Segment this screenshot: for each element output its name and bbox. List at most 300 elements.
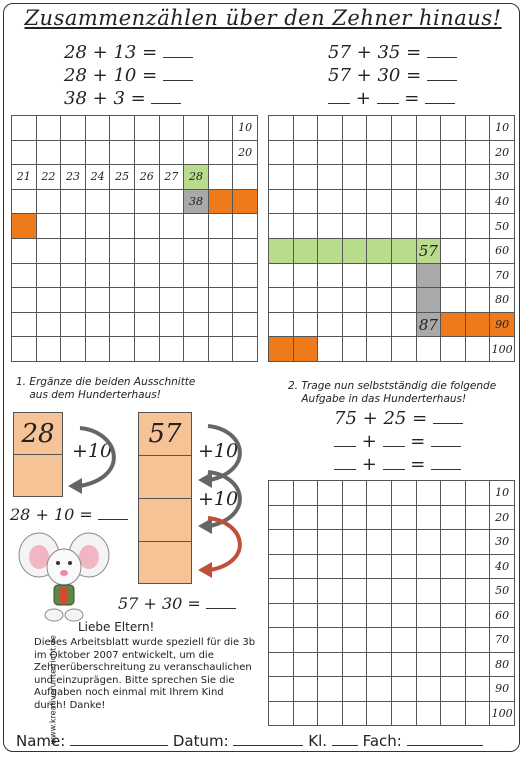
class-field[interactable] bbox=[332, 733, 358, 746]
grid-cell[interactable] bbox=[85, 263, 110, 288]
excerpt-box-2-row3[interactable] bbox=[139, 499, 191, 542]
grid-cell[interactable] bbox=[441, 652, 466, 677]
grid-cell[interactable] bbox=[61, 337, 86, 362]
grid-cell[interactable] bbox=[36, 116, 61, 141]
grid-cell[interactable] bbox=[293, 189, 318, 214]
grid-cell[interactable] bbox=[367, 530, 392, 555]
grid-cell[interactable] bbox=[36, 312, 61, 337]
grid-cell[interactable] bbox=[61, 189, 86, 214]
grid-cell[interactable] bbox=[110, 312, 135, 337]
grid-cell[interactable] bbox=[134, 312, 159, 337]
answer-blank[interactable] bbox=[383, 455, 405, 470]
grid-cell[interactable] bbox=[318, 554, 343, 579]
grid-cell[interactable] bbox=[416, 481, 441, 506]
grid-cell[interactable] bbox=[159, 238, 184, 263]
grid-cell[interactable] bbox=[391, 337, 416, 362]
excerpt-box-2-row2[interactable] bbox=[139, 456, 191, 499]
grid-cell[interactable] bbox=[465, 530, 490, 555]
grid-cell[interactable]: 80 bbox=[490, 288, 515, 313]
grid-cell[interactable] bbox=[159, 288, 184, 313]
grid-cell[interactable] bbox=[208, 116, 233, 141]
grid-cell[interactable] bbox=[61, 214, 86, 239]
grid-cell[interactable] bbox=[36, 263, 61, 288]
grid-cell[interactable] bbox=[85, 189, 110, 214]
grid-cell[interactable] bbox=[342, 677, 367, 702]
grid-cell[interactable] bbox=[416, 554, 441, 579]
grid-cell[interactable] bbox=[318, 263, 343, 288]
grid-cell[interactable] bbox=[12, 214, 37, 239]
grid-cell[interactable] bbox=[293, 312, 318, 337]
grid-cell[interactable] bbox=[391, 530, 416, 555]
grid-cell[interactable] bbox=[342, 288, 367, 313]
grid-cell[interactable] bbox=[293, 165, 318, 190]
grid-cell[interactable] bbox=[269, 337, 294, 362]
grid-cell[interactable] bbox=[465, 628, 490, 653]
grid-cell[interactable] bbox=[269, 554, 294, 579]
grid-cell[interactable]: 20 bbox=[233, 140, 258, 165]
grid-cell[interactable] bbox=[318, 652, 343, 677]
grid-cell[interactable] bbox=[233, 312, 258, 337]
answer-blank[interactable] bbox=[206, 594, 236, 609]
grid-cell[interactable] bbox=[465, 677, 490, 702]
grid-cell[interactable]: 23 bbox=[61, 165, 86, 190]
answer-blank[interactable] bbox=[151, 89, 181, 104]
grid-cell[interactable] bbox=[342, 481, 367, 506]
grid-cell[interactable] bbox=[367, 505, 392, 530]
grid-cell[interactable] bbox=[233, 337, 258, 362]
grid-cell[interactable] bbox=[318, 140, 343, 165]
grid-cell[interactable] bbox=[441, 214, 466, 239]
grid-cell[interactable] bbox=[233, 214, 258, 239]
grid-cell[interactable] bbox=[342, 628, 367, 653]
grid-cell[interactable] bbox=[208, 214, 233, 239]
answer-blank[interactable] bbox=[431, 432, 461, 447]
grid-cell[interactable]: 60 bbox=[490, 603, 515, 628]
grid-cell[interactable] bbox=[36, 238, 61, 263]
answer-blank[interactable] bbox=[163, 43, 193, 58]
grid-cell[interactable] bbox=[293, 140, 318, 165]
grid-cell[interactable] bbox=[367, 214, 392, 239]
grid-cell[interactable]: 90 bbox=[490, 312, 515, 337]
grid-cell[interactable] bbox=[342, 238, 367, 263]
grid-cell[interactable] bbox=[342, 140, 367, 165]
answer-blank[interactable] bbox=[98, 505, 128, 520]
name-field[interactable] bbox=[70, 733, 168, 746]
grid-cell[interactable] bbox=[293, 530, 318, 555]
grid-cell[interactable] bbox=[416, 701, 441, 726]
grid-cell[interactable] bbox=[159, 337, 184, 362]
grid-cell[interactable] bbox=[367, 579, 392, 604]
grid-cell[interactable] bbox=[293, 554, 318, 579]
excerpt-box-1-bottom[interactable] bbox=[14, 455, 62, 498]
grid-cell[interactable] bbox=[134, 288, 159, 313]
grid-cell[interactable] bbox=[342, 165, 367, 190]
grid-cell[interactable] bbox=[367, 701, 392, 726]
answer-blank[interactable] bbox=[334, 455, 356, 470]
grid-cell[interactable] bbox=[391, 214, 416, 239]
grid-cell[interactable] bbox=[269, 530, 294, 555]
grid-cell[interactable] bbox=[293, 505, 318, 530]
grid-cell[interactable] bbox=[367, 554, 392, 579]
grid-cell[interactable] bbox=[159, 214, 184, 239]
grid-cell[interactable] bbox=[184, 116, 209, 141]
grid-cell[interactable] bbox=[269, 288, 294, 313]
grid-cell[interactable]: 24 bbox=[85, 165, 110, 190]
grid-cell[interactable] bbox=[441, 189, 466, 214]
grid-cell[interactable] bbox=[465, 337, 490, 362]
grid-cell[interactable] bbox=[416, 140, 441, 165]
grid-cell[interactable] bbox=[269, 140, 294, 165]
grid-cell[interactable] bbox=[367, 603, 392, 628]
grid-cell[interactable] bbox=[12, 288, 37, 313]
grid-cell[interactable] bbox=[110, 263, 135, 288]
date-field[interactable] bbox=[233, 733, 303, 746]
grid-cell[interactable] bbox=[184, 238, 209, 263]
grid-cell[interactable] bbox=[318, 312, 343, 337]
grid-cell[interactable] bbox=[391, 554, 416, 579]
grid-cell[interactable] bbox=[293, 652, 318, 677]
grid-cell[interactable] bbox=[293, 701, 318, 726]
grid-cell[interactable] bbox=[208, 140, 233, 165]
grid-cell[interactable] bbox=[110, 189, 135, 214]
grid-cell[interactable]: 27 bbox=[159, 165, 184, 190]
grid-cell[interactable] bbox=[318, 288, 343, 313]
grid-cell[interactable] bbox=[85, 214, 110, 239]
grid-cell[interactable] bbox=[367, 165, 392, 190]
grid-cell[interactable] bbox=[391, 312, 416, 337]
grid-cell[interactable] bbox=[12, 337, 37, 362]
grid-cell[interactable] bbox=[269, 652, 294, 677]
grid-cell[interactable]: 87 bbox=[416, 312, 441, 337]
grid-cell[interactable] bbox=[61, 263, 86, 288]
grid-cell[interactable] bbox=[465, 214, 490, 239]
grid-cell[interactable]: 70 bbox=[490, 628, 515, 653]
grid-cell[interactable] bbox=[134, 116, 159, 141]
grid-cell[interactable] bbox=[342, 214, 367, 239]
grid-cell[interactable] bbox=[318, 481, 343, 506]
grid-cell[interactable] bbox=[416, 652, 441, 677]
grid-cell[interactable] bbox=[134, 263, 159, 288]
grid-cell[interactable] bbox=[61, 116, 86, 141]
grid-cell[interactable]: 26 bbox=[134, 165, 159, 190]
grid-cell[interactable] bbox=[367, 116, 392, 141]
grid-cell[interactable] bbox=[318, 337, 343, 362]
grid-cell[interactable] bbox=[269, 701, 294, 726]
grid-cell[interactable] bbox=[110, 238, 135, 263]
grid-cell[interactable]: 80 bbox=[490, 652, 515, 677]
grid-cell[interactable] bbox=[134, 140, 159, 165]
grid-cell[interactable] bbox=[465, 263, 490, 288]
answer-blank[interactable] bbox=[383, 432, 405, 447]
grid-cell[interactable] bbox=[12, 238, 37, 263]
grid-cell[interactable] bbox=[391, 579, 416, 604]
grid-cell[interactable] bbox=[85, 288, 110, 313]
grid-cell[interactable] bbox=[416, 505, 441, 530]
grid-cell[interactable] bbox=[342, 701, 367, 726]
grid-cell[interactable] bbox=[391, 288, 416, 313]
grid-cell[interactable] bbox=[416, 165, 441, 190]
grid-cell[interactable] bbox=[12, 263, 37, 288]
grid-cell[interactable] bbox=[441, 554, 466, 579]
grid-cell[interactable] bbox=[12, 189, 37, 214]
grid-cell[interactable] bbox=[441, 312, 466, 337]
grid-cell[interactable] bbox=[293, 603, 318, 628]
grid-cell[interactable] bbox=[318, 530, 343, 555]
answer-blank[interactable] bbox=[427, 43, 457, 58]
grid-cell[interactable] bbox=[269, 579, 294, 604]
grid-cell[interactable] bbox=[61, 238, 86, 263]
answer-blank[interactable] bbox=[425, 89, 455, 104]
grid-cell[interactable] bbox=[293, 481, 318, 506]
excerpt-box-2-row4[interactable] bbox=[139, 542, 191, 585]
grid-cell[interactable] bbox=[269, 116, 294, 141]
grid-cell[interactable] bbox=[465, 481, 490, 506]
grid-cell[interactable] bbox=[233, 238, 258, 263]
grid-cell[interactable]: 50 bbox=[490, 214, 515, 239]
grid-cell[interactable] bbox=[233, 165, 258, 190]
grid-cell[interactable] bbox=[293, 628, 318, 653]
grid-cell[interactable] bbox=[416, 337, 441, 362]
grid-cell[interactable] bbox=[12, 140, 37, 165]
grid-cell[interactable]: 30 bbox=[490, 165, 515, 190]
grid-cell[interactable] bbox=[367, 481, 392, 506]
grid-cell[interactable] bbox=[367, 337, 392, 362]
grid-cell[interactable]: 10 bbox=[233, 116, 258, 141]
grid-cell[interactable] bbox=[367, 628, 392, 653]
grid-cell[interactable]: 57 bbox=[416, 238, 441, 263]
answer-blank[interactable] bbox=[433, 409, 463, 424]
grid-cell[interactable] bbox=[36, 189, 61, 214]
grid-cell[interactable]: 40 bbox=[490, 554, 515, 579]
grid-cell[interactable] bbox=[134, 214, 159, 239]
grid-cell[interactable]: 90 bbox=[490, 677, 515, 702]
grid-cell[interactable] bbox=[441, 628, 466, 653]
grid-cell[interactable]: 20 bbox=[490, 140, 515, 165]
grid-cell[interactable] bbox=[318, 677, 343, 702]
grid-cell[interactable] bbox=[465, 603, 490, 628]
grid-cell[interactable] bbox=[208, 189, 233, 214]
grid-cell[interactable] bbox=[391, 165, 416, 190]
grid-cell[interactable] bbox=[441, 481, 466, 506]
grid-cell[interactable] bbox=[318, 505, 343, 530]
grid-cell[interactable] bbox=[465, 140, 490, 165]
grid-cell[interactable] bbox=[269, 505, 294, 530]
grid-cell[interactable] bbox=[367, 288, 392, 313]
grid-cell[interactable] bbox=[184, 214, 209, 239]
grid-cell[interactable] bbox=[208, 312, 233, 337]
grid-cell[interactable] bbox=[367, 652, 392, 677]
grid-cell[interactable] bbox=[134, 189, 159, 214]
grid-cell[interactable] bbox=[110, 116, 135, 141]
grid-cell[interactable]: 100 bbox=[490, 701, 515, 726]
answer-blank[interactable] bbox=[431, 455, 461, 470]
grid-cell[interactable] bbox=[293, 238, 318, 263]
grid-cell[interactable] bbox=[441, 116, 466, 141]
grid-cell[interactable] bbox=[293, 579, 318, 604]
grid-cell[interactable] bbox=[318, 214, 343, 239]
grid-cell[interactable] bbox=[293, 677, 318, 702]
grid-cell[interactable] bbox=[293, 116, 318, 141]
grid-cell[interactable] bbox=[184, 140, 209, 165]
grid-cell[interactable] bbox=[342, 189, 367, 214]
grid-cell[interactable]: 21 bbox=[12, 165, 37, 190]
grid-cell[interactable] bbox=[159, 263, 184, 288]
grid-cell[interactable] bbox=[233, 288, 258, 313]
grid-cell[interactable] bbox=[318, 238, 343, 263]
grid-cell[interactable] bbox=[184, 312, 209, 337]
grid-cell[interactable] bbox=[441, 530, 466, 555]
grid-cell[interactable] bbox=[342, 530, 367, 555]
grid-cell[interactable] bbox=[416, 288, 441, 313]
grid-cell[interactable] bbox=[465, 189, 490, 214]
grid-cell[interactable] bbox=[465, 238, 490, 263]
grid-cell[interactable] bbox=[269, 677, 294, 702]
grid-cell[interactable] bbox=[342, 263, 367, 288]
grid-cell[interactable] bbox=[416, 116, 441, 141]
grid-cell[interactable] bbox=[293, 337, 318, 362]
grid-cell[interactable] bbox=[269, 481, 294, 506]
grid-cell[interactable] bbox=[159, 312, 184, 337]
grid-cell[interactable] bbox=[184, 263, 209, 288]
grid-cell[interactable] bbox=[465, 165, 490, 190]
grid-cell[interactable] bbox=[85, 140, 110, 165]
grid-cell[interactable] bbox=[441, 603, 466, 628]
grid-cell[interactable] bbox=[159, 116, 184, 141]
grid-cell[interactable] bbox=[416, 263, 441, 288]
grid-cell[interactable] bbox=[416, 189, 441, 214]
grid-cell[interactable] bbox=[342, 554, 367, 579]
grid-cell[interactable] bbox=[61, 312, 86, 337]
grid-cell[interactable] bbox=[110, 337, 135, 362]
grid-cell[interactable] bbox=[441, 238, 466, 263]
grid-cell[interactable] bbox=[208, 263, 233, 288]
grid-cell[interactable] bbox=[391, 263, 416, 288]
grid-cell[interactable] bbox=[416, 628, 441, 653]
subject-field[interactable] bbox=[407, 733, 483, 746]
grid-cell[interactable] bbox=[367, 238, 392, 263]
grid-cell[interactable]: 100 bbox=[490, 337, 515, 362]
grid-cell[interactable] bbox=[416, 214, 441, 239]
grid-cell[interactable] bbox=[318, 701, 343, 726]
grid-cell[interactable] bbox=[61, 140, 86, 165]
grid-cell[interactable] bbox=[293, 263, 318, 288]
grid-cell[interactable] bbox=[416, 579, 441, 604]
answer-blank[interactable] bbox=[377, 89, 399, 104]
grid-cell[interactable] bbox=[465, 554, 490, 579]
grid-cell[interactable] bbox=[12, 116, 37, 141]
grid-cell[interactable] bbox=[269, 628, 294, 653]
grid-cell[interactable] bbox=[441, 337, 466, 362]
grid-cell[interactable] bbox=[342, 312, 367, 337]
answer-blank[interactable] bbox=[328, 89, 350, 104]
grid-cell[interactable] bbox=[208, 165, 233, 190]
grid-cell[interactable] bbox=[391, 140, 416, 165]
answer-blank[interactable] bbox=[427, 66, 457, 81]
grid-cell[interactable] bbox=[391, 505, 416, 530]
grid-cell[interactable] bbox=[416, 603, 441, 628]
grid-cell[interactable] bbox=[85, 312, 110, 337]
grid-cell[interactable] bbox=[318, 603, 343, 628]
grid-cell[interactable] bbox=[85, 238, 110, 263]
grid-cell[interactable] bbox=[269, 214, 294, 239]
grid-cell[interactable] bbox=[416, 677, 441, 702]
grid-cell[interactable] bbox=[342, 337, 367, 362]
grid-cell[interactable] bbox=[391, 628, 416, 653]
grid-cell[interactable] bbox=[233, 263, 258, 288]
grid-cell[interactable]: 22 bbox=[36, 165, 61, 190]
grid-cell[interactable] bbox=[441, 140, 466, 165]
grid-cell[interactable] bbox=[159, 189, 184, 214]
grid-cell[interactable] bbox=[293, 214, 318, 239]
grid-cell[interactable] bbox=[367, 189, 392, 214]
grid-cell[interactable] bbox=[36, 140, 61, 165]
grid-cell[interactable] bbox=[61, 288, 86, 313]
grid-cell[interactable]: 25 bbox=[110, 165, 135, 190]
grid-cell[interactable]: 70 bbox=[490, 263, 515, 288]
grid-cell[interactable] bbox=[342, 579, 367, 604]
grid-cell[interactable] bbox=[269, 312, 294, 337]
grid-cell[interactable] bbox=[367, 140, 392, 165]
grid-cell[interactable] bbox=[465, 288, 490, 313]
answer-blank[interactable] bbox=[163, 66, 193, 81]
grid-cell[interactable] bbox=[441, 263, 466, 288]
grid-cell[interactable] bbox=[367, 677, 392, 702]
grid-cell[interactable] bbox=[441, 677, 466, 702]
grid-cell[interactable] bbox=[134, 337, 159, 362]
grid-cell[interactable] bbox=[391, 238, 416, 263]
grid-cell[interactable] bbox=[85, 116, 110, 141]
grid-cell[interactable] bbox=[342, 652, 367, 677]
grid-cell[interactable] bbox=[269, 189, 294, 214]
grid-cell[interactable] bbox=[342, 116, 367, 141]
grid-cell[interactable] bbox=[36, 288, 61, 313]
grid-cell[interactable] bbox=[342, 505, 367, 530]
grid-cell[interactable] bbox=[342, 603, 367, 628]
grid-cell[interactable] bbox=[391, 652, 416, 677]
grid-cell[interactable]: 10 bbox=[490, 116, 515, 141]
grid-cell[interactable] bbox=[441, 288, 466, 313]
grid-cell[interactable] bbox=[184, 288, 209, 313]
grid-cell[interactable] bbox=[36, 214, 61, 239]
grid-cell[interactable] bbox=[85, 337, 110, 362]
grid-cell[interactable] bbox=[269, 165, 294, 190]
grid-cell[interactable] bbox=[12, 312, 37, 337]
grid-cell[interactable] bbox=[318, 116, 343, 141]
grid-cell[interactable] bbox=[391, 481, 416, 506]
grid-cell[interactable] bbox=[110, 288, 135, 313]
grid-cell[interactable] bbox=[465, 116, 490, 141]
grid-cell[interactable]: 40 bbox=[490, 189, 515, 214]
grid-cell[interactable] bbox=[441, 505, 466, 530]
grid-cell[interactable] bbox=[110, 140, 135, 165]
grid-cell[interactable] bbox=[318, 579, 343, 604]
answer-blank[interactable] bbox=[334, 432, 356, 447]
grid-cell[interactable] bbox=[233, 189, 258, 214]
grid-cell[interactable] bbox=[36, 337, 61, 362]
grid-cell[interactable] bbox=[367, 263, 392, 288]
grid-cell[interactable]: 50 bbox=[490, 579, 515, 604]
grid-cell[interactable] bbox=[391, 603, 416, 628]
grid-cell[interactable] bbox=[391, 701, 416, 726]
grid-cell[interactable]: 20 bbox=[490, 505, 515, 530]
grid-cell[interactable] bbox=[318, 628, 343, 653]
grid-cell[interactable] bbox=[293, 288, 318, 313]
grid-cell[interactable] bbox=[159, 140, 184, 165]
grid-cell[interactable] bbox=[110, 214, 135, 239]
grid-cell[interactable] bbox=[465, 579, 490, 604]
grid-cell[interactable] bbox=[465, 652, 490, 677]
grid-cell[interactable] bbox=[208, 288, 233, 313]
